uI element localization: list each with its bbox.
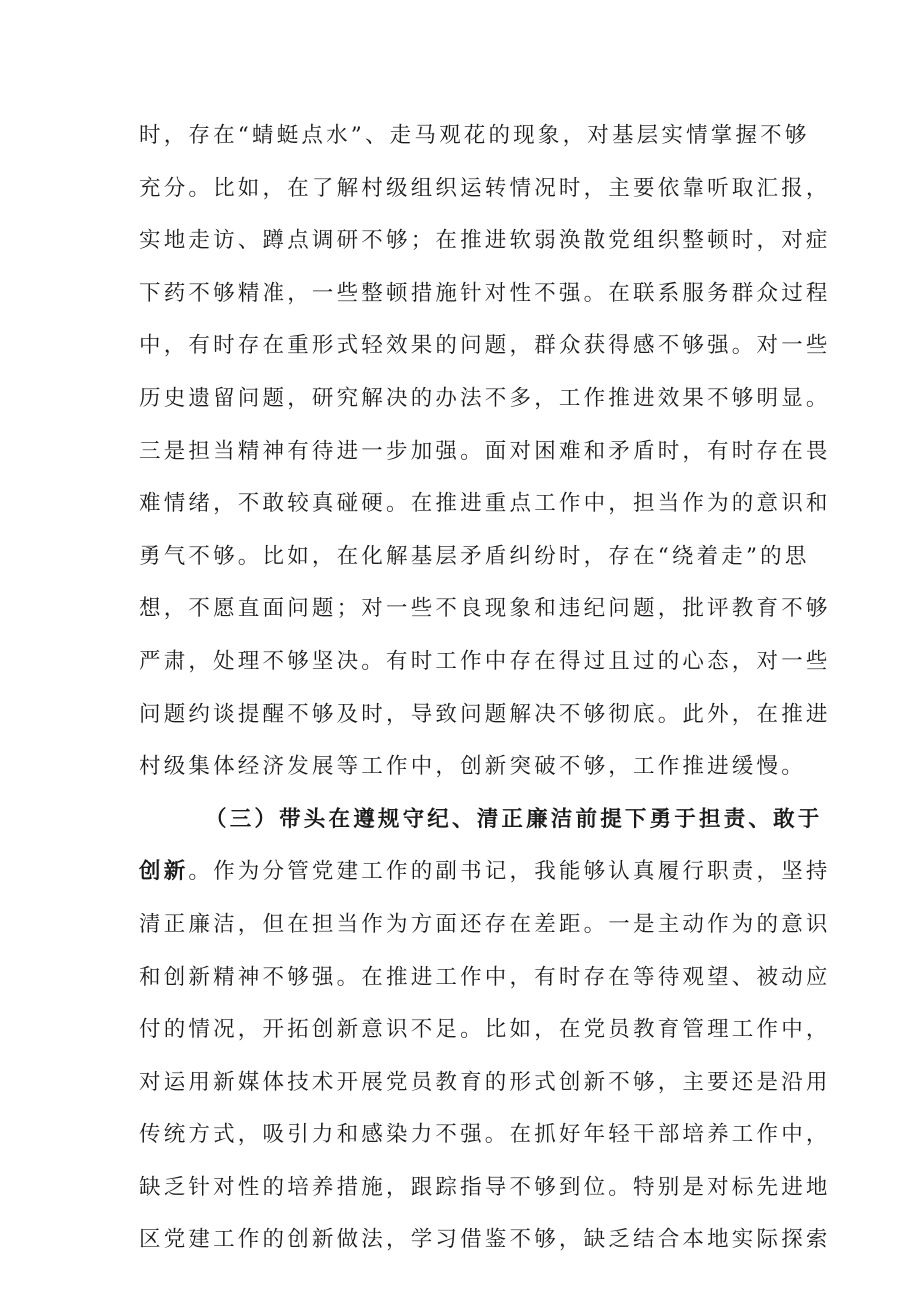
text-line: 区党建工作的创新做法，学习借鉴不够，缺乏结合本地实际探索 (139, 1227, 831, 1253)
text-line: 下药不够精准，一些整顿措施针对性不强。在联系服务群众过程 (139, 280, 831, 306)
text-line: 严肃，处理不够坚决。有时工作中存在得过且过的心态，对一些 (139, 648, 831, 674)
text-line: 付的情况，开拓创新意识不足。比如，在党员教育管理工作中， (139, 1017, 831, 1043)
text-line: 三是担当精神有待进一步加强。面对困难和矛盾时，有时存在畏 (139, 438, 831, 464)
text-line: 传统方式，吸引力和感染力不强。在抓好年轻干部培养工作中， (139, 1122, 831, 1148)
section-heading-continuation (139, 846, 831, 899)
text-line: 历史遗留问题，研究解决的办法不多，工作推进效果不够明显。 (139, 385, 831, 411)
paragraph-start: 。作为分管党建工作的副书记，我能够认真履行职责，坚持 (188, 859, 831, 885)
text-line: 中，有时存在重形式轻效果的问题，群众获得感不够强。对一些 (139, 333, 831, 359)
text-line: 实地走访、蹲点调研不够；在推进软弱涣散党组织整顿时，对症 (139, 228, 831, 254)
text-line: 想，不愿直面问题；对一些不良现象和违纪问题，批评教育不够 (139, 596, 831, 622)
text-line: 问题约谈提醒不够及时，导致问题解决不够彻底。此外，在推进 (139, 701, 831, 727)
text-line: 村级集体经济发展等工作中，创新突破不够，工作推进缓慢。 (139, 754, 806, 780)
text-line: 缺乏针对性的培养措施，跟踪指导不够到位。特别是对标先进地 (139, 1174, 831, 1200)
text-line: 和创新精神不够强。在推进工作中，有时存在等待观望、被动应 (139, 964, 831, 990)
text-line: 清正廉洁，但在担当作为方面还存在差距。一是主动作为的意识 (139, 911, 831, 937)
text-line: 难情绪，不敢较真碰硬。在推进重点工作中，担当作为的意识和 (139, 491, 831, 517)
section-heading-tail: 创新 (139, 859, 189, 885)
text-line: 对运用新媒体技术开展党员教育的形式创新不够，主要还是沿用 (139, 1069, 831, 1095)
body-text (139, 110, 831, 1267)
text-line: 时，存在“蜻蜓点水”、走马观花的现象，对基层实情掌握不够 (139, 123, 810, 148)
section-heading: （三）带头在遵规守纪、清正廉洁前提下勇于担责、敢于 (205, 806, 823, 832)
text-line: 充分。比如，在了解村级组织运转情况时，主要依靠听取汇报， (139, 175, 831, 201)
text-line: 勇气不够。比如，在化解基层矛盾纠纷时，存在“绕着走”的思 (139, 543, 810, 569)
